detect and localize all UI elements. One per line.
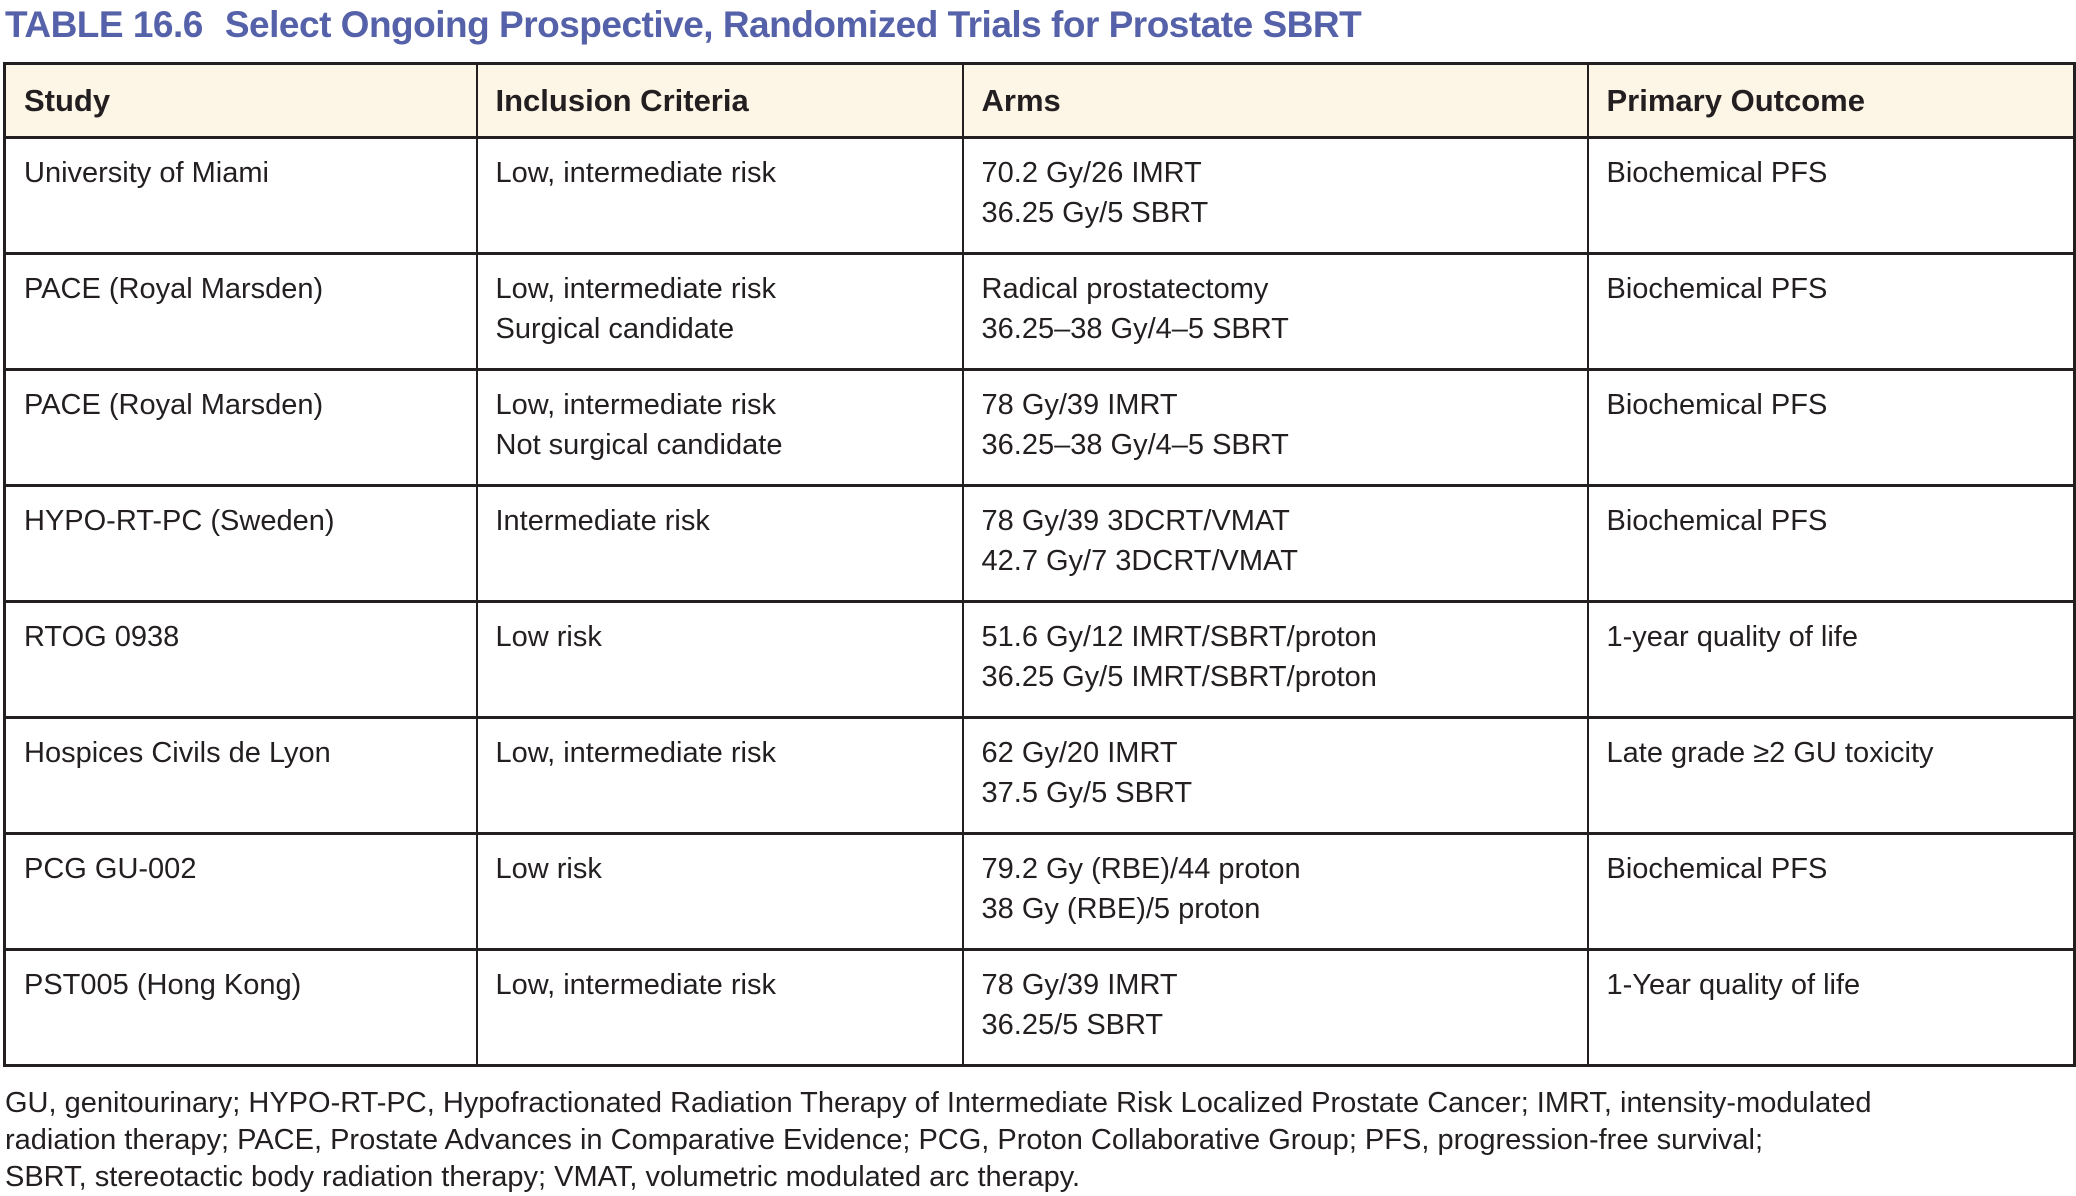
cell-line: Intermediate risk [495, 505, 710, 537]
cell-line: Biochemical PFS [1606, 157, 1828, 189]
inclusion-criteria-cell [477, 718, 963, 834]
arms-cell [963, 486, 1588, 602]
cell-line: Biochemical PFS [1606, 853, 1828, 885]
cell-line: 1-Year quality of life [1606, 969, 1861, 1001]
table-row [5, 718, 2075, 834]
table-row [5, 254, 2075, 370]
study-cell [5, 254, 477, 370]
cell-line: Surgical candidate [495, 313, 735, 345]
column-header-study: Study [5, 64, 477, 138]
cell-line: 37.5 Gy/5 SBRT [981, 777, 1193, 809]
trials-table [3, 62, 2076, 1067]
cell-line: 38 Gy (RBE)/5 proton [981, 893, 1261, 925]
cell-line: Low, intermediate risk [495, 389, 776, 421]
arms-cell [963, 718, 1588, 834]
cell-line: Low, intermediate risk [495, 157, 776, 189]
cell-line: PACE (Royal Marsden) [24, 389, 324, 421]
cell-line: Low risk [495, 853, 602, 885]
arms-cell [963, 254, 1588, 370]
cell-line: Biochemical PFS [1606, 273, 1828, 305]
cell-line: 78 Gy/39 3DCRT/VMAT [981, 505, 1290, 537]
cell-line: Low, intermediate risk [495, 273, 776, 305]
inclusion-criteria-cell [477, 602, 963, 718]
inclusion-criteria-cell [477, 370, 963, 486]
table-row [5, 602, 2075, 718]
cell-line: HYPO-RT-PC (Sweden) [24, 505, 335, 537]
cell-line: Not surgical candidate [495, 429, 783, 461]
cell-line: Biochemical PFS [1606, 389, 1828, 421]
cell-line: Biochemical PFS [1606, 505, 1828, 537]
cell-line: 36.25–38 Gy/4–5 SBRT [981, 313, 1289, 345]
inclusion-criteria-cell [477, 834, 963, 950]
column-header-primary-outcome: Primary Outcome [1588, 64, 2075, 138]
study-cell [5, 718, 477, 834]
primary-outcome-cell [1588, 486, 2075, 602]
table-title [3, 4, 2073, 46]
cell-line: Low, intermediate risk [495, 969, 776, 1001]
column-header-arms: Arms [963, 64, 1588, 138]
arms-cell [963, 950, 1588, 1066]
cell-line: 42.7 Gy/7 3DCRT/VMAT [981, 545, 1298, 577]
primary-outcome-cell [1588, 718, 2075, 834]
cell-line: PST005 (Hong Kong) [24, 969, 302, 1001]
table-row [5, 950, 2075, 1066]
primary-outcome-cell [1588, 602, 2075, 718]
inclusion-criteria-cell [477, 950, 963, 1066]
primary-outcome-cell [1588, 834, 2075, 950]
cell-line: RTOG 0938 [24, 621, 180, 653]
cell-line: 70.2 Gy/26 IMRT [981, 157, 1202, 189]
table-row [5, 370, 2075, 486]
cell-line: Radical prostatectomy [981, 273, 1269, 305]
cell-line: 36.25 Gy/5 IMRT/SBRT/proton [981, 661, 1377, 693]
cell-line: 36.25–38 Gy/4–5 SBRT [981, 429, 1289, 461]
study-cell [5, 602, 477, 718]
arms-cell [963, 370, 1588, 486]
cell-line: Late grade ≥2 GU toxicity [1606, 737, 1934, 769]
study-cell [5, 834, 477, 950]
table-title-text: Select Ongoing Prospective, Randomized Trials for Prostate SBRT [224, 4, 1362, 45]
table-row [5, 834, 2075, 950]
cell-line: 36.25 Gy/5 SBRT [981, 197, 1209, 229]
table-title-label: TABLE 16.6 [5, 4, 203, 45]
arms-cell [963, 834, 1588, 950]
primary-outcome-cell [1588, 138, 2075, 254]
footnote [3, 1085, 2073, 1196]
inclusion-criteria-cell [477, 254, 963, 370]
column-header-inclusion-criteria: Inclusion Criteria [477, 64, 963, 138]
table-body [5, 138, 2075, 1066]
cell-line: Low risk [495, 621, 602, 653]
cell-line: 1-year quality of life [1606, 621, 1858, 653]
study-cell [5, 138, 477, 254]
footnote-line: SBRT, stereotactic body radiation therapy; VMAT, volumetric modulated arc therapy. [5, 1161, 1081, 1193]
study-cell [5, 370, 477, 486]
cell-line: Hospices Civils de Lyon [24, 737, 331, 769]
header-row [5, 64, 2075, 138]
cell-line: University of Miami [24, 157, 269, 189]
study-cell [5, 486, 477, 602]
cell-line: PCG GU-002 [24, 853, 197, 885]
cell-line: 36.25/5 SBRT [981, 1009, 1164, 1041]
table-row [5, 138, 2075, 254]
cell-line: 78 Gy/39 IMRT [981, 389, 1178, 421]
primary-outcome-cell [1588, 950, 2075, 1066]
arms-cell [963, 138, 1588, 254]
cell-line: Low, intermediate risk [495, 737, 776, 769]
cell-line: 62 Gy/20 IMRT [981, 737, 1178, 769]
footnote-line: GU, genitourinary; HYPO-RT-PC, Hypofractionated Radiation Therapy of Intermediate Risk Localized Prostate Cancer; IMRT, intensity-modulated [5, 1087, 1872, 1119]
inclusion-criteria-cell [477, 486, 963, 602]
footnote-line: radiation therapy; PACE, Prostate Advances in Comparative Evidence; PCG, Proton Collaborative Group; PFS, progression-free survival; [5, 1124, 1764, 1156]
cell-line: PACE (Royal Marsden) [24, 273, 324, 305]
cell-line: 79.2 Gy (RBE)/44 proton [981, 853, 1301, 885]
inclusion-criteria-cell [477, 138, 963, 254]
study-cell [5, 950, 477, 1066]
arms-cell [963, 602, 1588, 718]
table-row [5, 486, 2075, 602]
primary-outcome-cell [1588, 370, 2075, 486]
primary-outcome-cell [1588, 254, 2075, 370]
cell-line: 51.6 Gy/12 IMRT/SBRT/proton [981, 621, 1377, 653]
cell-line: 78 Gy/39 IMRT [981, 969, 1178, 1001]
